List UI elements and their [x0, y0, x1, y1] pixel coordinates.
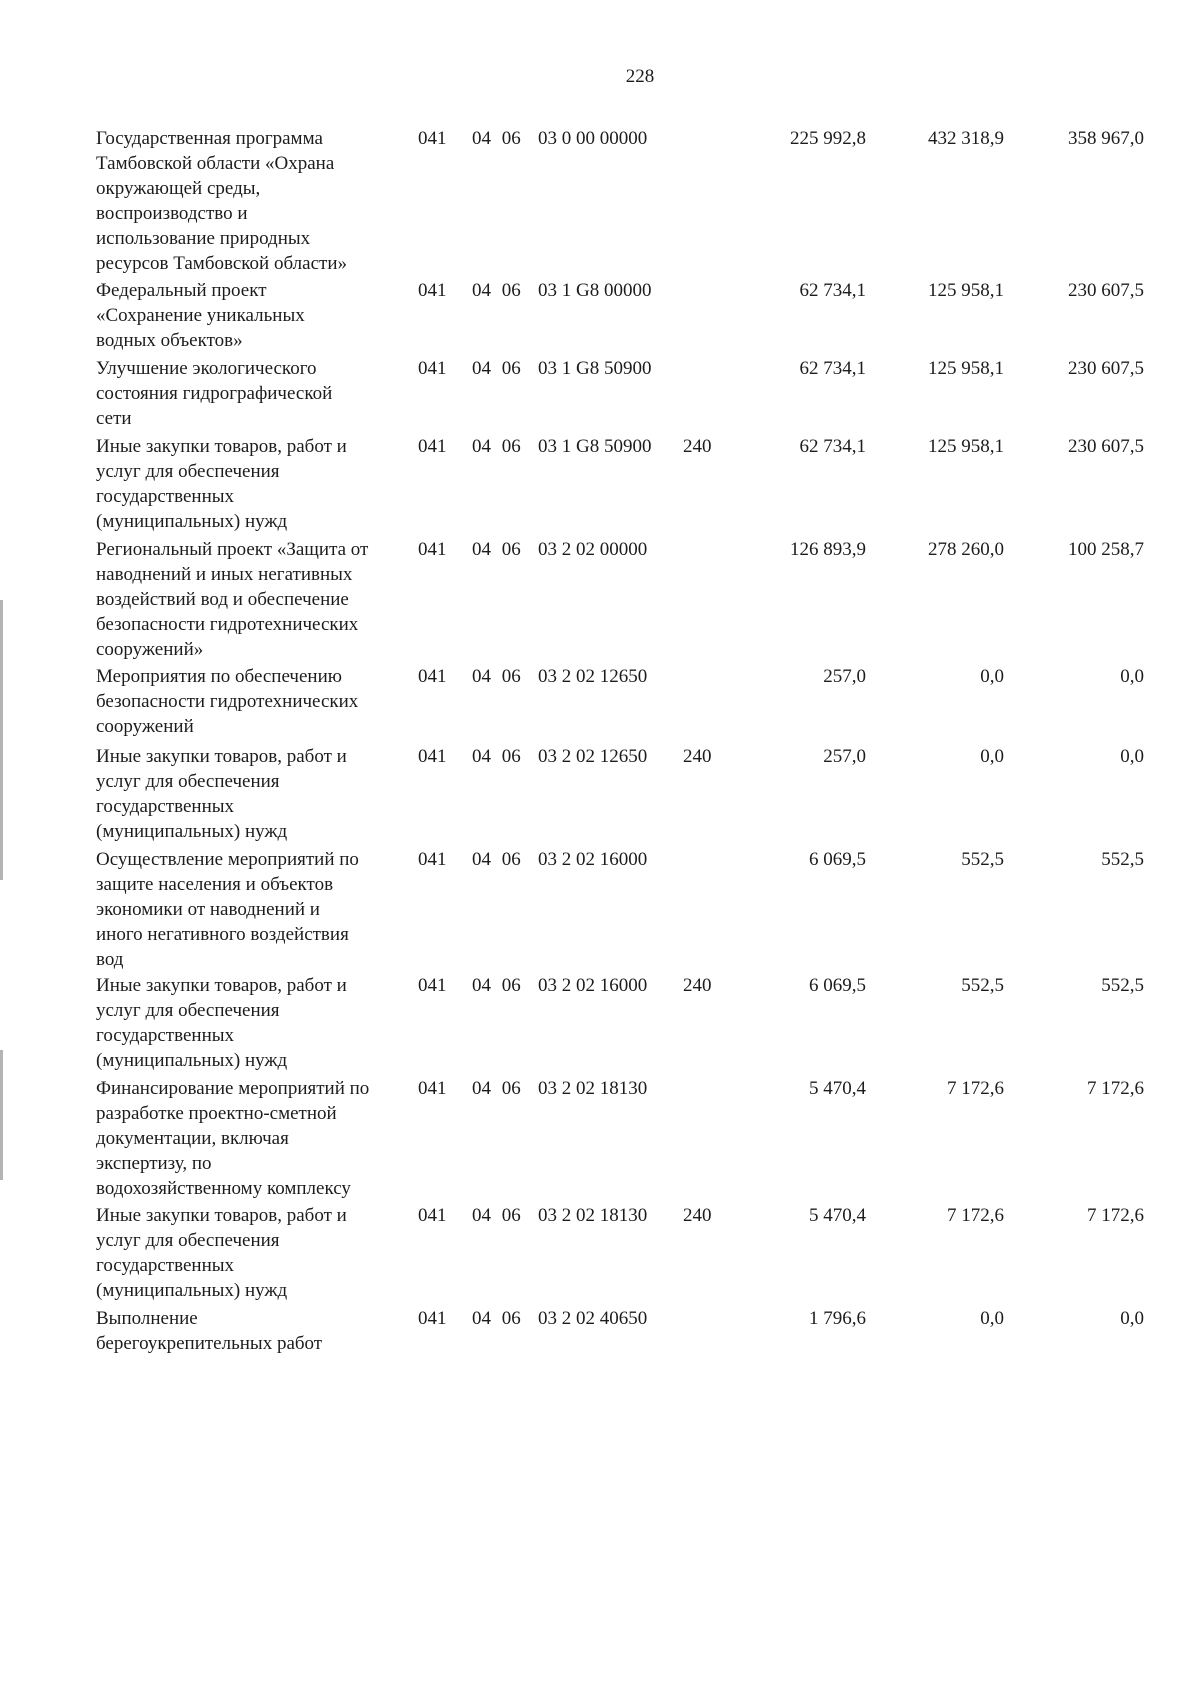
row-admin-code: 041: [418, 1308, 447, 1329]
row-section-code: 04 06: [472, 280, 521, 301]
budget-table: [96, 126, 1174, 1366]
row-value-1: 257,0: [823, 666, 866, 687]
row-section-code: 04 06: [472, 1308, 521, 1329]
row-value-1: 62 734,1: [799, 358, 866, 379]
row-value-1: 62 734,1: [799, 436, 866, 457]
row-section-code: 04 06: [472, 746, 521, 767]
row-section-code: 04 06: [472, 1205, 521, 1226]
row-value-3: 230 607,5: [1068, 436, 1144, 457]
row-name: Финансирование мероприятий по разработке проектно-сметной документации, включая экспертизу, по водохозяйственному комплексу: [96, 1078, 370, 1199]
row-target-code: 03 2 02 16000: [538, 975, 648, 996]
row-target-code: 03 2 02 16000: [538, 849, 648, 870]
table-row: [96, 434, 1174, 537]
row-value-1: 257,0: [823, 746, 866, 767]
row-target-code: 03 0 00 00000: [538, 128, 648, 149]
row-target-code: 03 1 G8 00000: [538, 280, 652, 301]
row-admin-code: 041: [418, 539, 447, 560]
row-value-2: 0,0: [980, 1308, 1004, 1329]
row-section-code: 04 06: [472, 1078, 521, 1099]
table-row: [96, 744, 1174, 847]
row-admin-code: 041: [418, 746, 447, 767]
row-admin-code: 041: [418, 436, 447, 457]
row-name: Федеральный проект «Сохранение уникальных водных объектов»: [96, 280, 305, 351]
row-value-2: 125 958,1: [928, 358, 1004, 379]
table-row: [96, 537, 1174, 664]
row-name: Иные закупки товаров, работ и услуг для обеспечения государственных (муниципальных) нужд: [96, 975, 347, 1071]
row-value-3: 358 967,0: [1068, 128, 1144, 149]
row-value-2: 7 172,6: [947, 1205, 1004, 1226]
table-row: [96, 1203, 1174, 1306]
row-value-1: 1 796,6: [809, 1308, 866, 1329]
row-name: Выполнение берегоукрепительных работ: [96, 1308, 323, 1354]
row-name: Улучшение экологического состояния гидрографической сети: [96, 358, 333, 429]
row-value-3: 0,0: [1120, 1308, 1144, 1329]
row-section-code: 04 06: [472, 128, 521, 149]
row-admin-code: 041: [418, 128, 447, 149]
row-value-2: 125 958,1: [928, 280, 1004, 301]
row-name: Иные закупки товаров, работ и услуг для обеспечения государственных (муниципальных) нужд: [96, 746, 347, 842]
row-value-2: 432 318,9: [928, 128, 1004, 149]
row-section-code: 04 06: [472, 358, 521, 379]
row-value-3: 100 258,7: [1068, 539, 1144, 560]
row-value-1: 5 470,4: [809, 1078, 866, 1099]
row-value-2: 7 172,6: [947, 1078, 1004, 1099]
row-value-2: 552,5: [961, 849, 1004, 870]
row-value-3: 230 607,5: [1068, 280, 1144, 301]
row-name: Иные закупки товаров, работ и услуг для обеспечения государственных (муниципальных) нужд: [96, 1205, 347, 1301]
table-row: [96, 1076, 1174, 1203]
row-value-2: 552,5: [961, 975, 1004, 996]
row-value-1: 6 069,5: [809, 975, 866, 996]
table-row: [96, 1306, 1174, 1366]
table-row: [96, 278, 1174, 356]
row-value-3: 552,5: [1101, 975, 1144, 996]
row-name: Иные закупки товаров, работ и услуг для обеспечения государственных (муниципальных) нужд: [96, 436, 347, 532]
row-value-2: 0,0: [980, 746, 1004, 767]
row-admin-code: 041: [418, 280, 447, 301]
row-name: Региональный проект «Защита от наводнений и иных негативных воздействий вод и обеспечение безопасности гидротехнических сооружений»: [96, 539, 369, 660]
table-row: [96, 664, 1174, 744]
row-value-3: 552,5: [1101, 849, 1144, 870]
row-admin-code: 041: [418, 1205, 447, 1226]
table-row: [96, 973, 1174, 1076]
row-target-code: 03 1 G8 50900: [538, 436, 652, 457]
row-expense-type: 240: [683, 436, 712, 457]
scan-edge-mark: [0, 1050, 3, 1180]
row-name: Мероприятия по обеспечению безопасности гидротехнических сооружений: [96, 666, 359, 737]
table-row: [96, 356, 1174, 434]
row-value-2: 0,0: [980, 666, 1004, 687]
row-section-code: 04 06: [472, 975, 521, 996]
row-value-1: 126 893,9: [790, 539, 866, 560]
row-section-code: 04 06: [472, 539, 521, 560]
row-target-code: 03 2 02 00000: [538, 539, 648, 560]
row-target-code: 03 1 G8 50900: [538, 358, 652, 379]
row-target-code: 03 2 02 12650: [538, 746, 648, 767]
row-value-1: 6 069,5: [809, 849, 866, 870]
page-number: 228: [625, 66, 655, 87]
row-target-code: 03 2 02 18130: [538, 1205, 648, 1226]
row-name: Государственная программа Тамбовской области «Охрана окружающей среды, воспроизводство и использование природных ресурсов Тамбовской области»: [96, 128, 347, 274]
row-admin-code: 041: [418, 849, 447, 870]
row-value-1: 5 470,4: [809, 1205, 866, 1226]
row-section-code: 04 06: [472, 666, 521, 687]
table-row: [96, 126, 1174, 278]
row-admin-code: 041: [418, 1078, 447, 1099]
row-value-1: 62 734,1: [799, 280, 866, 301]
row-value-2: 125 958,1: [928, 436, 1004, 457]
row-admin-code: 041: [418, 666, 447, 687]
row-target-code: 03 2 02 40650: [538, 1308, 648, 1329]
row-value-3: 0,0: [1120, 746, 1144, 767]
row-expense-type: 240: [683, 975, 712, 996]
row-admin-code: 041: [418, 358, 447, 379]
row-value-3: 7 172,6: [1087, 1205, 1144, 1226]
row-value-3: 230 607,5: [1068, 358, 1144, 379]
row-value-1: 225 992,8: [790, 128, 866, 149]
row-name: Осуществление мероприятий по защите населения и объектов экономики от наводнений и иного негативного воздействия вод: [96, 849, 359, 970]
row-expense-type: 240: [683, 746, 712, 767]
row-value-3: 0,0: [1120, 666, 1144, 687]
row-expense-type: 240: [683, 1205, 712, 1226]
row-section-code: 04 06: [472, 849, 521, 870]
row-value-3: 7 172,6: [1087, 1078, 1144, 1099]
row-value-2: 278 260,0: [928, 539, 1004, 560]
row-target-code: 03 2 02 12650: [538, 666, 648, 687]
row-section-code: 04 06: [472, 436, 521, 457]
scan-edge-mark: [0, 600, 3, 880]
row-target-code: 03 2 02 18130: [538, 1078, 648, 1099]
table-row: [96, 847, 1174, 973]
row-admin-code: 041: [418, 975, 447, 996]
